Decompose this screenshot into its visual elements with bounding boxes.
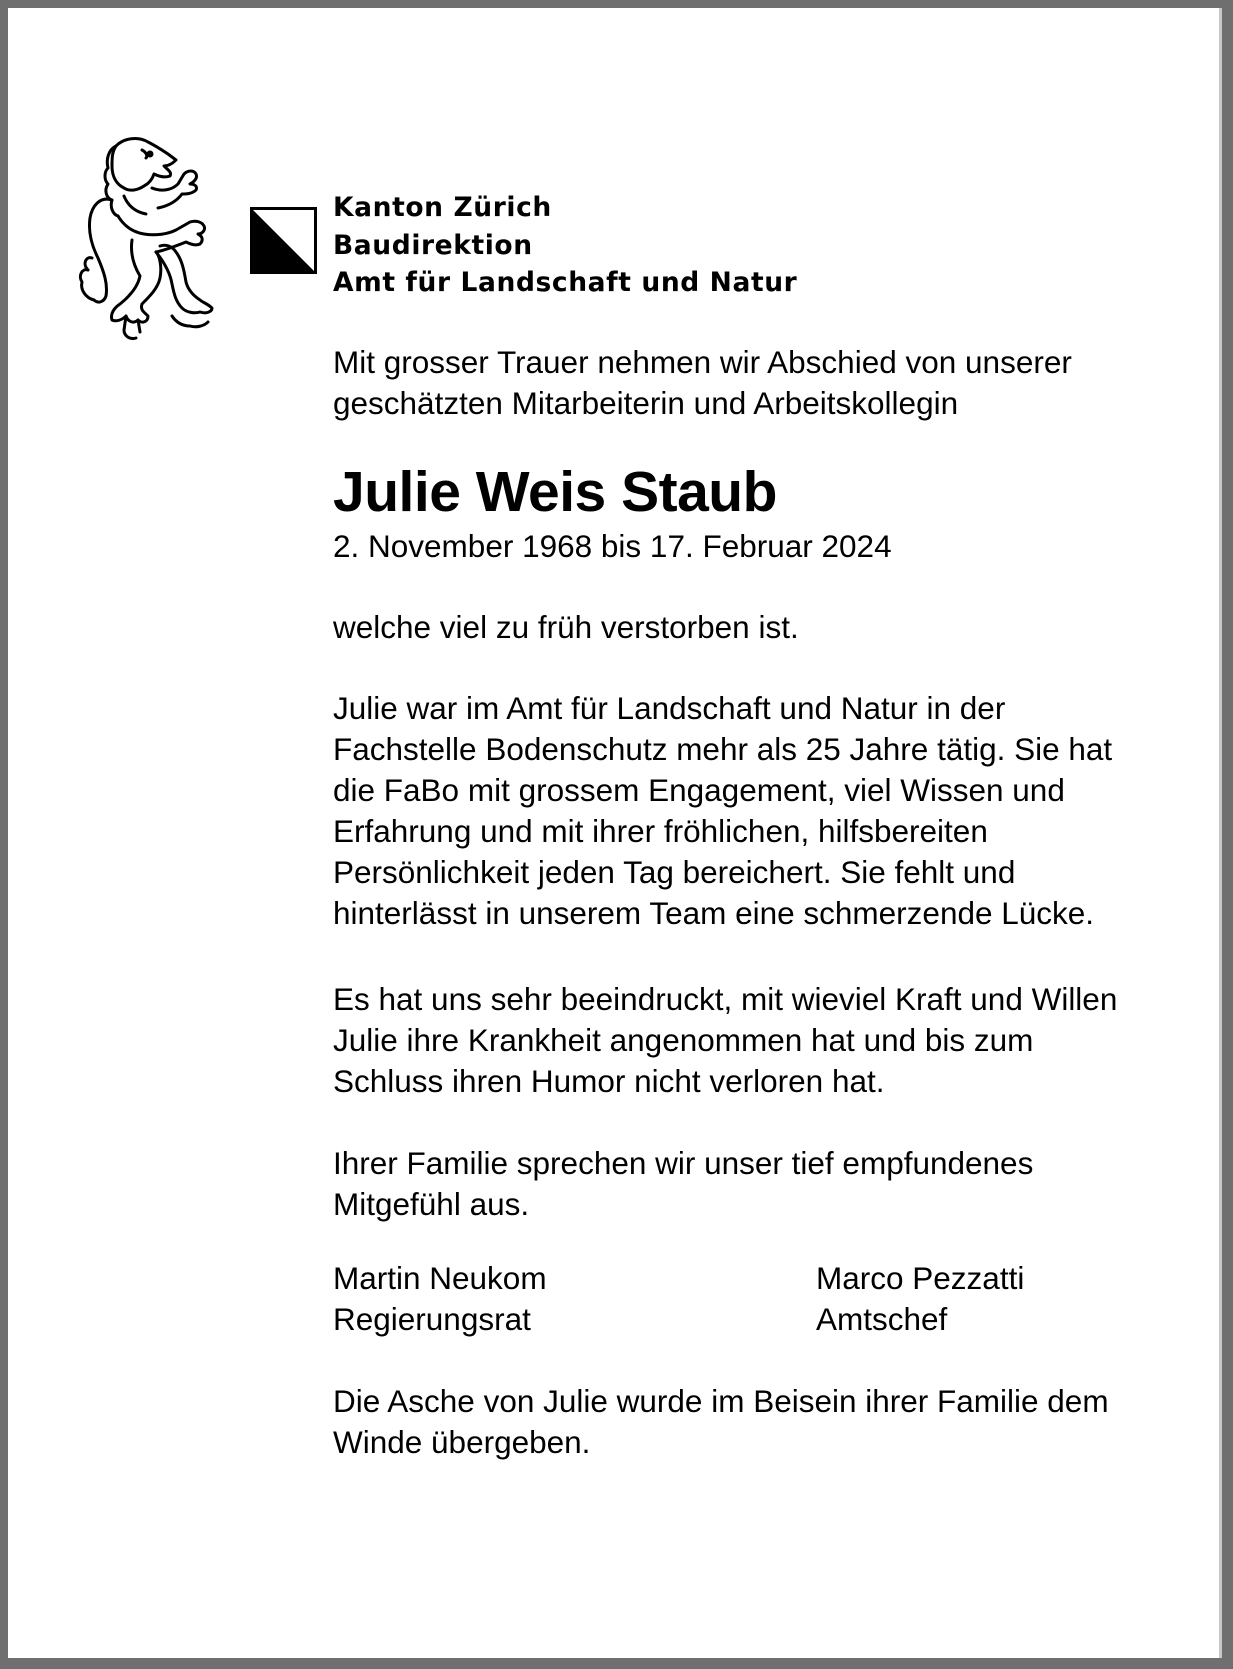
paragraph-line: Ihrer Familie sprechen wir unser tief empfundenes <box>333 1145 1034 1181</box>
paragraph-line: Mitgefühl aus. <box>333 1186 530 1222</box>
paragraph-2 <box>333 688 1213 934</box>
paragraph-1 <box>333 607 1213 648</box>
life-dates-text: 2. November 1968 bis 17. Februar 2024 <box>333 528 892 564</box>
signatory-1 <box>333 1258 547 1340</box>
deceased-name: Julie Weis Staub <box>333 460 777 524</box>
paragraph-3 <box>333 979 1213 1102</box>
intro-line: geschätzten Mitarbeiterin und Arbeitskollegin <box>333 385 959 421</box>
header-directorate: Baudirektion <box>333 229 533 261</box>
paragraph-line: Erfahrung und mit ihrer fröhlichen, hilfsbereiten <box>333 813 988 849</box>
paragraph-line: Es hat uns sehr beeindruckt, mit wieviel Kraft und Willen <box>333 981 1118 1017</box>
paragraph-line: Schluss ihren Humor nicht verloren hat. <box>333 1063 885 1099</box>
header-canton: Kanton Zürich <box>333 192 552 223</box>
paragraph-line: hinterlässt in unserem Team eine schmerzende Lücke. <box>333 895 1095 931</box>
paragraph-line: Persönlichkeit jeden Tag bereichert. Sie fehlt und <box>333 854 1016 890</box>
paragraph-line: Die Asche von Julie wurde im Beisein ihrer Familie dem <box>333 1383 1109 1419</box>
zurich-flag-icon <box>250 207 317 274</box>
header-office: Amt für Landschaft und Natur <box>333 267 798 298</box>
life-dates <box>333 526 1213 567</box>
paragraph-line: Fachstelle Bodenschutz mehr als 25 Jahre tätig. Sie hat <box>333 731 1113 767</box>
signatory-role: Amtschef <box>816 1301 948 1337</box>
page-edge-shadow <box>1219 8 1222 1658</box>
paragraph-line: Julie war im Amt für Landschaft und Natur in der <box>333 690 1006 726</box>
intro-text <box>333 342 1203 424</box>
department-header <box>333 189 797 302</box>
signatory-2 <box>816 1258 1024 1340</box>
paragraph-line: Winde übergeben. <box>333 1424 591 1460</box>
signatory-name: Martin Neukom <box>333 1260 547 1296</box>
paragraph-line: welche viel zu früh verstorben ist. <box>333 609 799 645</box>
obituary-page <box>8 8 1222 1658</box>
signatory-name: Marco Pezzatti <box>816 1260 1025 1296</box>
zurich-lion-logo <box>72 136 224 356</box>
paragraph-line: Julie ihre Krankheit angenommen hat und bis zum <box>333 1022 1034 1058</box>
paragraph-line: die FaBo mit grossem Engagement, viel Wissen und <box>333 772 1065 808</box>
closing-note <box>333 1381 1213 1463</box>
paragraph-4 <box>333 1143 1213 1225</box>
signatory-role: Regierungsrat <box>333 1301 531 1337</box>
intro-line: Mit grosser Trauer nehmen wir Abschied von unserer <box>333 344 1072 380</box>
